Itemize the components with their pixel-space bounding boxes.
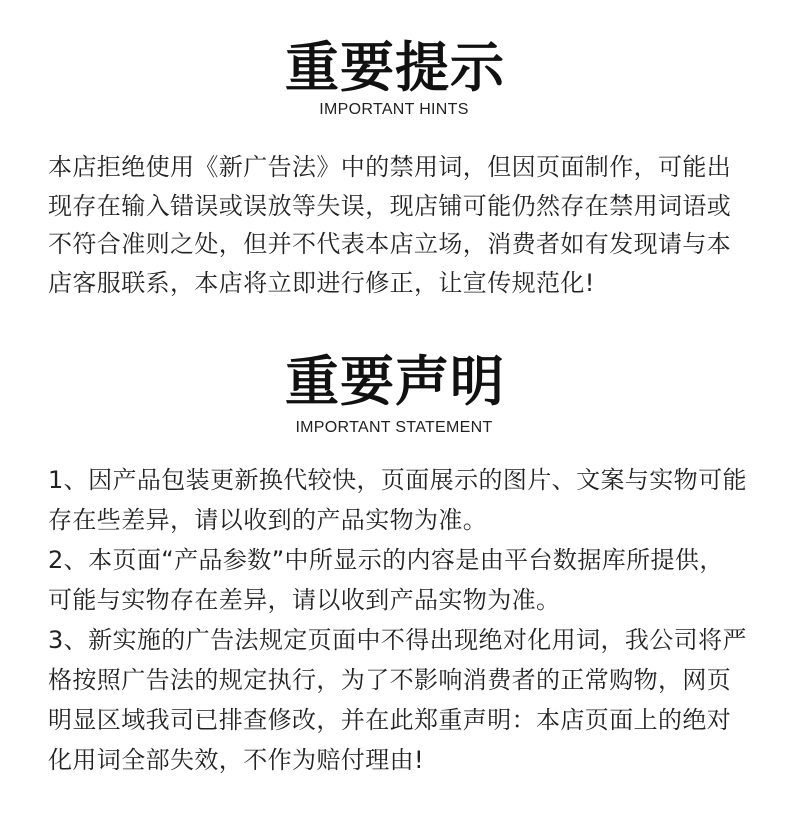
hints-line: 现存在输入错误或误放等失误，现店铺可能仍然存在禁用词语或 bbox=[48, 191, 732, 220]
hints-line: 本店拒绝使用《新广告法》中的禁用词，但因页面制作，可能出 bbox=[48, 153, 732, 181]
statement-line: 可能与实物存在差异，请以收到产品实物为准。 bbox=[48, 586, 561, 614]
statement-title: 重要声明 bbox=[285, 350, 505, 413]
hints-paragraph bbox=[48, 148, 768, 302]
statement-line: 格按照广告法的规定执行，为了不影响消费者的正常购物，网页 bbox=[48, 666, 732, 694]
hints-line: 不符合准则之处，但并不代表本店立场，消费者如有发现请与本 bbox=[48, 230, 732, 258]
statement-paragraph bbox=[48, 460, 768, 780]
statement-line: 2、本页面“产品参数”中所显示的内容是由平台数据库所提供， bbox=[48, 546, 724, 574]
statement-line: 3、新实施的广告法规定页面中不得出现绝对化用词，我公司将严 bbox=[48, 626, 747, 654]
statement-line: 1、因产品包装更新换代较快，页面展示的图片、文案与实物可能 bbox=[48, 466, 747, 494]
hints-line: 店客服联系，本店将立即进行修正，让宣传规范化! bbox=[48, 268, 595, 297]
hints-title: 重要提示 bbox=[285, 36, 505, 99]
statement-line: 存在些差异，请以收到的产品实物为准。 bbox=[48, 506, 488, 534]
statement-line: 明显区域我司已排查修改，并在此郑重声明：本店页面上的绝对 bbox=[48, 706, 732, 734]
statement-line: 化用词全部失效，不作为赔付理由! bbox=[48, 746, 425, 774]
statement-subtitle: IMPORTANT STATEMENT bbox=[295, 419, 493, 436]
hints-subtitle: IMPORTANT HINTS bbox=[319, 101, 469, 118]
